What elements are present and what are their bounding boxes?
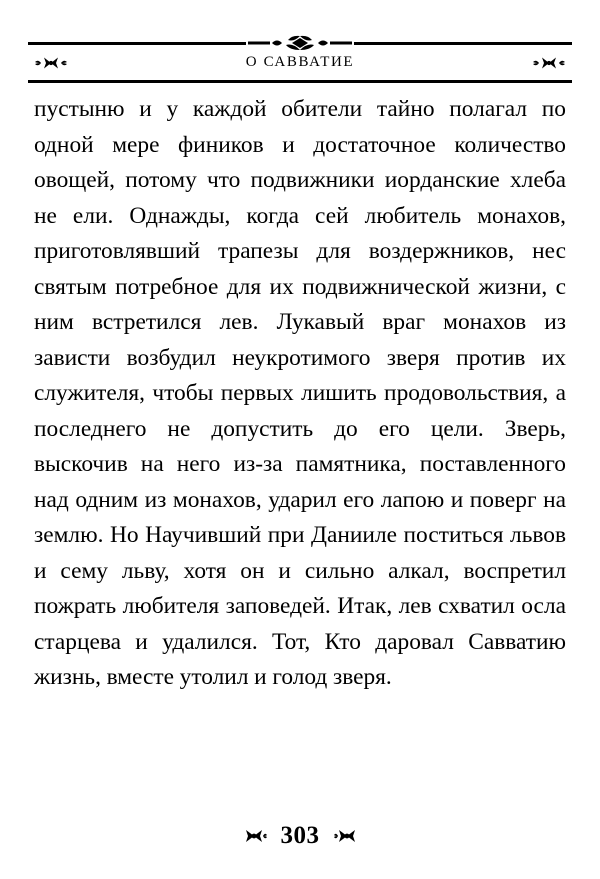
fleuron-icon [34,56,68,70]
fleuron-icon [334,828,360,844]
vignette-icon [246,33,354,53]
fleuron-icon [241,828,267,844]
fleuron-icon [532,56,566,70]
page-number: 303 [280,822,320,849]
running-head [28,42,572,84]
page-footer [0,818,600,854]
header-rule-bottom [28,80,572,83]
body-text [34,92,566,696]
running-head-title: О САВВАТИЕ [245,54,355,70]
body-paragraph: пустыню и у каждой обители тайно полагал по одной мере фиников и достаточное количество овощей, потому что подвижники иорданские хлеба не ели. Однажды, когда сей любитель монахов, приготовлявший трапезы для воздержников, нес святым потребное для их подвижнической жизни, с ним встретился лев. Лукавый враг монахов из зависти возбудил неукротимого зверя против их служителя, чтобы первых лишить продовольствия, а последнего не допустить до его цели. Зверь, выскочив на него из-за памятника, поставленного над одним из монахов, ударил его лапою и поверг на землю. Но Научивший при Данииле поститься львов и сему льву, хотя он и сильно алкал, воспретил пожрать любителя заповедей. Итак, лев схватил осла старцева и удалился. Тот, Кто даровал Савватию жизнь, вместе утолил и голод зверя. [34,96,566,690]
